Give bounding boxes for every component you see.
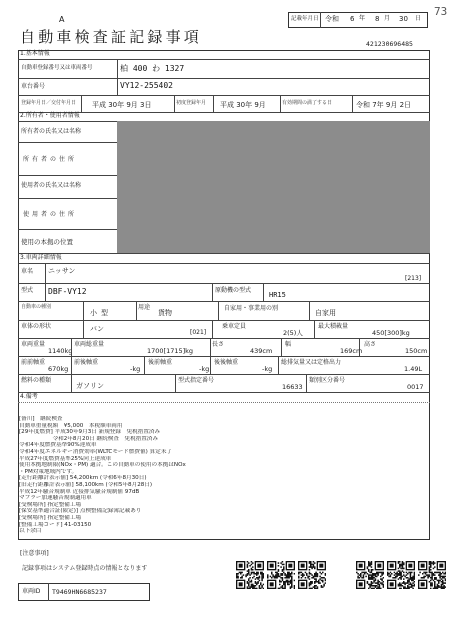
width-value: 169cm bbox=[340, 347, 363, 355]
ff-axle-value: 670kg bbox=[48, 365, 69, 373]
maker-label: 車名 bbox=[21, 268, 34, 275]
first-reg-value: 平成 30年 9月 3日 bbox=[92, 101, 152, 109]
kind-label: 自動車の種別 bbox=[21, 304, 52, 310]
section-basic: 1.基本情報 bbox=[20, 50, 50, 57]
date-month: 8 bbox=[375, 15, 380, 23]
remark-line: [整備工場コード] 41-03150 bbox=[19, 521, 92, 528]
qr-code bbox=[387, 561, 415, 589]
length-label: 長さ bbox=[212, 341, 225, 348]
header-mark: A bbox=[59, 15, 65, 24]
qr-code bbox=[267, 561, 295, 589]
body-value: バン bbox=[90, 325, 104, 333]
date-month-unit: 月 bbox=[384, 15, 391, 22]
date-day: 30 bbox=[399, 15, 408, 23]
model-label: 型式 bbox=[21, 287, 34, 294]
displacement-value: 1.49L bbox=[404, 365, 423, 373]
section-remarks: 4.備考 bbox=[20, 393, 38, 400]
reg-number-value: 柏 400 わ 1327 bbox=[120, 64, 185, 73]
remark-line: [受検場所] 指定整備工場 bbox=[19, 514, 82, 521]
document-number: 421230696485 bbox=[366, 40, 413, 48]
user-address-label: 使用者の住所 bbox=[23, 211, 78, 218]
section-vehicle: 3.車両詳細情報 bbox=[20, 254, 62, 261]
chassis-label: 車台番号 bbox=[21, 83, 46, 90]
weight-label: 車両重量 bbox=[21, 341, 46, 348]
use-value: 貨物 bbox=[158, 309, 172, 317]
remark-line: [备川] 継続検査 bbox=[19, 416, 63, 422]
class-no-label: 類別区分番号 bbox=[309, 377, 346, 384]
use-label: 用途 bbox=[138, 304, 151, 311]
remark-line: マフラー加速騒音規制適用車 bbox=[19, 495, 92, 502]
private-value: 自家用 bbox=[315, 309, 336, 317]
expiry-label: 有効期間の満了する日 bbox=[282, 100, 333, 106]
gross-value: 1700[1715]kg bbox=[147, 347, 194, 355]
page-marker: 73 bbox=[434, 5, 448, 18]
first-year-value: 平成 30年 9月 bbox=[220, 101, 266, 109]
remark-line: 令和4年度燃費基準90%達成車 bbox=[19, 442, 97, 449]
fuel-label: 燃料の種類 bbox=[21, 377, 52, 384]
notes-heading: [注意事項] bbox=[20, 550, 49, 557]
remarks-list bbox=[19, 416, 279, 535]
body-label: 車体の形状 bbox=[21, 323, 52, 330]
qr-code bbox=[236, 561, 264, 589]
model-value: DBF-VY12 bbox=[48, 287, 87, 296]
vehicle-id-label: 車両ID bbox=[22, 588, 41, 595]
remark-line: 平成27年度燃費基準25%向上達成車 bbox=[19, 455, 112, 462]
capacity-value: 2(5)人 bbox=[283, 329, 303, 337]
remark-line: 令和4年度エネルギー消費効率(WLTCモード燃費値) 算定未了 bbox=[19, 448, 173, 455]
expiry-value: 令和 7年 9月 2日 bbox=[356, 101, 412, 109]
maker-value: ニッサン bbox=[48, 267, 76, 275]
redacted-owner-block bbox=[117, 121, 430, 254]
max-load-label: 最大積載量 bbox=[318, 323, 349, 330]
rf-axle-value: -kg bbox=[199, 365, 210, 373]
date-label: 記載年月日 bbox=[291, 16, 319, 22]
ff-axle-label: 前前軸重 bbox=[21, 359, 46, 366]
reg-number-label: 自動車登録番号又は車両番号 bbox=[21, 65, 93, 71]
qr-code bbox=[298, 561, 326, 589]
type-no-label: 型式指定番号 bbox=[178, 377, 215, 384]
date-day-unit: 日 bbox=[415, 15, 422, 22]
fuel-value: ガソリン bbox=[76, 382, 104, 390]
gross-label: 車両総重量 bbox=[74, 341, 105, 348]
capacity-label: 乗車定員 bbox=[222, 323, 247, 330]
private-label: 自家用・事業用の別 bbox=[224, 305, 279, 312]
height-label: 高さ bbox=[364, 341, 377, 348]
remark-line: [旧走行距離計表示値] 58,100km (令和5年8月28日) bbox=[19, 481, 153, 488]
weight-value: 1140kg bbox=[48, 347, 73, 355]
engine-label: 原動機の型式 bbox=[215, 287, 252, 294]
length-value: 439cm bbox=[250, 347, 273, 355]
remark-line: [走行距離計表示値] 54,200km (令和6年8月30日) bbox=[19, 475, 147, 482]
engine-value: HR15 bbox=[269, 291, 286, 299]
date-era: 令和 bbox=[325, 15, 339, 23]
max-load-value: 450[300]kg bbox=[372, 329, 410, 337]
remark-line: 平成12年騒音規制車 近接排気騒音規制値 97dB bbox=[19, 488, 140, 495]
section-owner: 2.所有者・使用者情報 bbox=[20, 112, 80, 119]
first-reg-label: 登録年月日／交付年月日 bbox=[21, 100, 77, 106]
remark-line: 令和2年8月20日 継続検査 免税措置済み bbox=[19, 435, 159, 442]
class-no-value: 0017 bbox=[407, 383, 424, 391]
maker-code: [213] bbox=[405, 275, 422, 282]
user-name-label: 使用者の氏名又は名称 bbox=[21, 182, 82, 189]
kind-value: 小型 bbox=[90, 309, 112, 317]
fr-axle-label: 前後軸重 bbox=[74, 359, 99, 366]
first-year-label: 初度登録年月 bbox=[176, 100, 207, 106]
remark-line: 使用本拠地制限(NOx・PM) 適合。この自動車の使用の本拠はNOx bbox=[19, 462, 186, 469]
remark-line: 以下余白 bbox=[19, 528, 42, 535]
displacement-label: 総排気量又は定格出力 bbox=[281, 359, 342, 366]
rf-axle-label: 後前軸重 bbox=[148, 359, 173, 366]
height-value: 150cm bbox=[405, 347, 428, 355]
base-location-label: 使用の本拠の位置 bbox=[21, 238, 73, 246]
qr-code bbox=[418, 561, 446, 589]
fr-axle-value: -kg bbox=[130, 365, 141, 373]
remark-line: [保安基準適合証(限定)] 点検整備記録簿記載あり bbox=[19, 508, 142, 515]
vehicle-id-value: T9469HN6685237 bbox=[52, 588, 107, 596]
body-code: [021] bbox=[190, 329, 207, 336]
date-year: 6 bbox=[350, 15, 355, 23]
date-year-unit: 年 bbox=[359, 15, 366, 22]
rr-axle-label: 後後軸重 bbox=[214, 359, 239, 366]
type-no-value: 16633 bbox=[282, 383, 303, 391]
rr-axle-value: -kg bbox=[262, 365, 273, 373]
remark-line: [受検場所] 指定整備工場 bbox=[19, 501, 82, 508]
document-title: 自動車検査証記録事項 bbox=[20, 28, 203, 46]
remark-line: ・PM対策地域内です。 bbox=[19, 468, 78, 475]
notes-text: 記録事項はシステム登録時点の情報となります bbox=[22, 565, 148, 572]
owner-address-label: 所有者の住所 bbox=[23, 156, 78, 163]
width-label: 幅 bbox=[285, 341, 292, 348]
remark-line: 自動車重量税額 ¥5,000 本税額車両用 bbox=[19, 422, 123, 429]
qr-code bbox=[356, 561, 384, 589]
remark-line: [29年度燃費] 平成30年9月3日 新規登録 免税措置済み bbox=[19, 429, 161, 436]
chassis-value: VY12-255402 bbox=[120, 81, 173, 90]
owner-name-label: 所有者の氏名又は名称 bbox=[21, 128, 82, 135]
